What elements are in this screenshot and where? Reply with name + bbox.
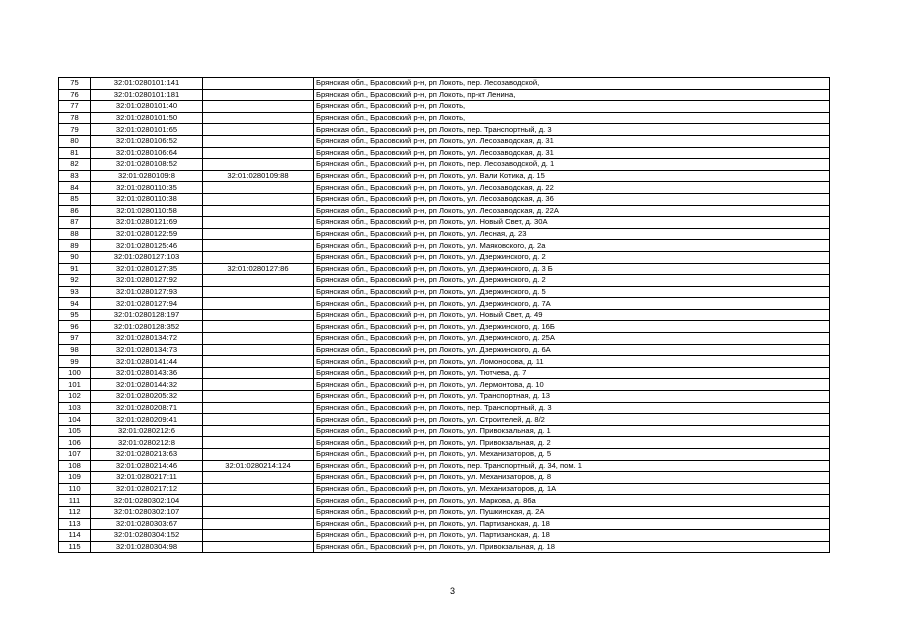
- related-cadastral-number-cell: [203, 530, 314, 542]
- row-number-cell: 106: [59, 437, 91, 449]
- row-number-cell: 115: [59, 541, 91, 553]
- cadastral-number-cell: 32:01:0280121:69: [91, 217, 203, 229]
- table-row: [59, 402, 830, 414]
- cadastral-number-cell: 32:01:0280302:107: [91, 506, 203, 518]
- row-number-cell: 105: [59, 425, 91, 437]
- related-cadastral-number-cell: [203, 251, 314, 263]
- table-row: [59, 112, 830, 124]
- cadastral-number-cell: 32:01:0280101:50: [91, 112, 203, 124]
- cadastral-number-cell: 32:01:0280110:35: [91, 182, 203, 194]
- address-cell: Брянская обл., Брасовский р-н, рп Локоть,: [314, 112, 830, 124]
- table-row: [59, 379, 830, 391]
- address-cell: Брянская обл., Брасовский р-н, рп Локоть, ул. Дзержинского, д. 2: [314, 251, 830, 263]
- cadastral-number-cell: 32:01:0280134:73: [91, 344, 203, 356]
- address-cell: Брянская обл., Брасовский р-н, рп Локоть, ул. Дзержинского, д. 16Б: [314, 321, 830, 333]
- address-cell: Брянская обл., Брасовский р-н, рп Локоть, ул. Дзержинского, д. 7А: [314, 298, 830, 310]
- row-number-cell: 109: [59, 472, 91, 484]
- table-row: [59, 309, 830, 321]
- row-number-cell: 110: [59, 483, 91, 495]
- table-row: [59, 541, 830, 553]
- row-number-cell: 83: [59, 170, 91, 182]
- table-row: [59, 367, 830, 379]
- row-number-cell: 89: [59, 240, 91, 252]
- related-cadastral-number-cell: [203, 333, 314, 345]
- cadastral-number-cell: 32:01:0280127:103: [91, 251, 203, 263]
- row-number-cell: 78: [59, 112, 91, 124]
- row-number-cell: 92: [59, 275, 91, 287]
- row-number-cell: 75: [59, 78, 91, 90]
- cadastral-number-cell: 32:01:0280110:58: [91, 205, 203, 217]
- address-cell: Брянская обл., Брасовский р-н, рп Локоть, ул. Дзержинского, д. 3 Б: [314, 263, 830, 275]
- row-number-cell: 84: [59, 182, 91, 194]
- table-row: [59, 240, 830, 252]
- row-number-cell: 80: [59, 135, 91, 147]
- cadastral-number-cell: 32:01:0280128:197: [91, 309, 203, 321]
- page-number: 3: [449, 586, 455, 596]
- cadastral-number-cell: 32:01:0280217:11: [91, 472, 203, 484]
- table-row: [59, 414, 830, 426]
- row-number-cell: 87: [59, 217, 91, 229]
- related-cadastral-number-cell: [203, 193, 314, 205]
- related-cadastral-number-cell: [203, 147, 314, 159]
- address-cell: Брянская обл., Брасовский р-н, рп Локоть, ул. Маяковского, д. 2а: [314, 240, 830, 252]
- table-row: [59, 275, 830, 287]
- table-row: [59, 251, 830, 263]
- related-cadastral-number-cell: [203, 275, 314, 287]
- related-cadastral-number-cell: [203, 228, 314, 240]
- row-number-cell: 111: [59, 495, 91, 507]
- table-row: [59, 135, 830, 147]
- table-row: [59, 182, 830, 194]
- related-cadastral-number-cell: [203, 89, 314, 101]
- related-cadastral-number-cell: 32:01:0280214:124: [203, 460, 314, 472]
- table-row: [59, 506, 830, 518]
- table-row: [59, 530, 830, 542]
- row-number-cell: 86: [59, 205, 91, 217]
- cadastral-number-cell: 32:01:0280127:94: [91, 298, 203, 310]
- cadastral-number-cell: 32:01:0280208:71: [91, 402, 203, 414]
- related-cadastral-number-cell: [203, 344, 314, 356]
- table-row: [59, 170, 830, 182]
- related-cadastral-number-cell: 32:01:0280127:86: [203, 263, 314, 275]
- address-cell: Брянская обл., Брасовский р-н, рп Локоть, пер. Транспортный, д. 34, пом. 1: [314, 460, 830, 472]
- row-number-cell: 108: [59, 460, 91, 472]
- address-cell: Брянская обл., Брасовский р-н, рп Локоть, ул. Лесозаводская, д. 22А: [314, 205, 830, 217]
- cadastral-number-cell: 32:01:0280212:6: [91, 425, 203, 437]
- address-cell: Брянская обл., Брасовский р-н, рп Локоть, ул. Маркова, д. 86а: [314, 495, 830, 507]
- table-row: [59, 205, 830, 217]
- related-cadastral-number-cell: [203, 391, 314, 403]
- related-cadastral-number-cell: [203, 483, 314, 495]
- cadastral-number-cell: 32:01:0280101:141: [91, 78, 203, 90]
- table-row: [59, 460, 830, 472]
- row-number-cell: 90: [59, 251, 91, 263]
- related-cadastral-number-cell: [203, 124, 314, 136]
- table-row: [59, 449, 830, 461]
- table-row: [59, 124, 830, 136]
- row-number-cell: 79: [59, 124, 91, 136]
- related-cadastral-number-cell: [203, 437, 314, 449]
- address-cell: Брянская обл., Брасовский р-н, рп Локоть, ул. Дзержинского, д. 5: [314, 286, 830, 298]
- row-number-cell: 95: [59, 309, 91, 321]
- address-cell: Брянская обл., Брасовский р-н, рп Локоть, пер. Транспортный, д. 3: [314, 402, 830, 414]
- address-cell: Брянская обл., Брасовский р-н, рп Локоть, ул. Тютчева, д. 7: [314, 367, 830, 379]
- address-cell: Брянская обл., Брасовский р-н, рп Локоть, пер. Лесозаводской,: [314, 78, 830, 90]
- cadastral-number-cell: 32:01:0280209:41: [91, 414, 203, 426]
- table-row: [59, 101, 830, 113]
- related-cadastral-number-cell: [203, 449, 314, 461]
- cadastral-number-cell: 32:01:0280127:92: [91, 275, 203, 287]
- related-cadastral-number-cell: [203, 402, 314, 414]
- address-cell: Брянская обл., Брасовский р-н, рп Локоть, ул. Лесозаводская, д. 31: [314, 135, 830, 147]
- cadastral-number-cell: 32:01:0280101:181: [91, 89, 203, 101]
- address-cell: Брянская обл., Брасовский р-н, рп Локоть, ул. Новый Свет, д. 49: [314, 309, 830, 321]
- row-number-cell: 97: [59, 333, 91, 345]
- table-row: [59, 193, 830, 205]
- table-row: [59, 483, 830, 495]
- row-number-cell: 85: [59, 193, 91, 205]
- cadastral-number-cell: 32:01:0280127:93: [91, 286, 203, 298]
- cadastral-number-cell: 32:01:0280122:59: [91, 228, 203, 240]
- row-number-cell: 101: [59, 379, 91, 391]
- related-cadastral-number-cell: [203, 78, 314, 90]
- address-cell: Брянская обл., Брасовский р-н, рп Локоть, ул. Ломоносова, д. 11: [314, 356, 830, 368]
- related-cadastral-number-cell: [203, 309, 314, 321]
- table-row: [59, 333, 830, 345]
- row-number-cell: 103: [59, 402, 91, 414]
- cadastral-number-cell: 32:01:0280217:12: [91, 483, 203, 495]
- related-cadastral-number-cell: [203, 298, 314, 310]
- row-number-cell: 88: [59, 228, 91, 240]
- related-cadastral-number-cell: [203, 379, 314, 391]
- cadastral-number-cell: 32:01:0280141:44: [91, 356, 203, 368]
- related-cadastral-number-cell: [203, 135, 314, 147]
- table-row: [59, 159, 830, 171]
- related-cadastral-number-cell: [203, 506, 314, 518]
- related-cadastral-number-cell: [203, 286, 314, 298]
- row-number-cell: 112: [59, 506, 91, 518]
- related-cadastral-number-cell: [203, 541, 314, 553]
- address-cell: Брянская обл., Брасовский р-н, рп Локоть, ул. Вали Котика, д. 15: [314, 170, 830, 182]
- row-number-cell: 104: [59, 414, 91, 426]
- address-cell: Брянская обл., Брасовский р-н, рп Локоть, ул. Лесная, д. 23: [314, 228, 830, 240]
- address-cell: Брянская обл., Брасовский р-н, рп Локоть, ул. Лесозаводская, д. 36: [314, 193, 830, 205]
- cadastral-number-cell: 32:01:0280302:104: [91, 495, 203, 507]
- row-number-cell: 114: [59, 530, 91, 542]
- table-row: [59, 89, 830, 101]
- table-row: [59, 217, 830, 229]
- cadastral-number-cell: 32:01:0280128:352: [91, 321, 203, 333]
- row-number-cell: 99: [59, 356, 91, 368]
- table-row: [59, 518, 830, 530]
- table-row: [59, 391, 830, 403]
- cadastral-number-cell: 32:01:0280101:40: [91, 101, 203, 113]
- address-cell: Брянская обл., Брасовский р-н, рп Локоть, ул. Пушкинская, д. 2А: [314, 506, 830, 518]
- related-cadastral-number-cell: [203, 217, 314, 229]
- table-row: [59, 286, 830, 298]
- table-row: [59, 495, 830, 507]
- row-number-cell: 94: [59, 298, 91, 310]
- row-number-cell: 98: [59, 344, 91, 356]
- address-cell: Брянская обл., Брасовский р-н, рп Локоть, пр-кт Ленина,: [314, 89, 830, 101]
- table-row: [59, 321, 830, 333]
- table-row: [59, 147, 830, 159]
- cadastral-number-cell: 32:01:0280304:152: [91, 530, 203, 542]
- cadastral-number-cell: 32:01:0280304:98: [91, 541, 203, 553]
- related-cadastral-number-cell: [203, 112, 314, 124]
- related-cadastral-number-cell: [203, 367, 314, 379]
- address-cell: Брянская обл., Брасовский р-н, рп Локоть, ул. Механизаторов, д. 5: [314, 449, 830, 461]
- row-number-cell: 77: [59, 101, 91, 113]
- address-cell: Брянская обл., Брасовский р-н, рп Локоть, ул. Строителей, д. 8/2: [314, 414, 830, 426]
- property-table-body: [59, 78, 830, 553]
- address-cell: Брянская обл., Брасовский р-н, рп Локоть, ул. Партизанская, д. 18: [314, 530, 830, 542]
- row-number-cell: 107: [59, 449, 91, 461]
- related-cadastral-number-cell: [203, 182, 314, 194]
- related-cadastral-number-cell: [203, 356, 314, 368]
- table-row: [59, 356, 830, 368]
- table-row: [59, 472, 830, 484]
- table-row: [59, 78, 830, 90]
- related-cadastral-number-cell: [203, 159, 314, 171]
- address-cell: Брянская обл., Брасовский р-н, рп Локоть, ул. Дзержинского, д. 25А: [314, 333, 830, 345]
- address-cell: Брянская обл., Брасовский р-н, рп Локоть, ул. Привокзальная, д. 1: [314, 425, 830, 437]
- address-cell: Брянская обл., Брасовский р-н, рп Локоть, ул. Дзержинского, д. 2: [314, 275, 830, 287]
- cadastral-number-cell: 32:01:0280213:63: [91, 449, 203, 461]
- address-cell: Брянская обл., Брасовский р-н, рп Локоть, пер. Лесозаводской, д. 1: [314, 159, 830, 171]
- address-cell: Брянская обл., Брасовский р-н, рп Локоть, ул. Транспортная, д. 13: [314, 391, 830, 403]
- row-number-cell: 93: [59, 286, 91, 298]
- address-cell: Брянская обл., Брасовский р-н, рп Локоть, ул. Привокзальная, д. 18: [314, 541, 830, 553]
- address-cell: Брянская обл., Брасовский р-н, рп Локоть, ул. Механизаторов, д. 1А: [314, 483, 830, 495]
- cadastral-number-cell: 32:01:0280125:46: [91, 240, 203, 252]
- cadastral-number-cell: 32:01:0280205:32: [91, 391, 203, 403]
- table-row: [59, 298, 830, 310]
- related-cadastral-number-cell: [203, 414, 314, 426]
- cadastral-number-cell: 32:01:0280144:32: [91, 379, 203, 391]
- row-number-cell: 91: [59, 263, 91, 275]
- address-cell: Брянская обл., Брасовский р-н, рп Локоть, ул. Новый Свет, д. 30А: [314, 217, 830, 229]
- row-number-cell: 113: [59, 518, 91, 530]
- cadastral-number-cell: 32:01:0280303:67: [91, 518, 203, 530]
- address-cell: Брянская обл., Брасовский р-н, рп Локоть, ул. Лесозаводская, д. 22: [314, 182, 830, 194]
- related-cadastral-number-cell: [203, 205, 314, 217]
- address-cell: Брянская обл., Брасовский р-н, рп Локоть, пер. Транспортный, д. 3: [314, 124, 830, 136]
- address-cell: Брянская обл., Брасовский р-н, рп Локоть,: [314, 101, 830, 113]
- table-row: [59, 344, 830, 356]
- row-number-cell: 100: [59, 367, 91, 379]
- table-row: [59, 263, 830, 275]
- cadastral-number-cell: 32:01:0280110:38: [91, 193, 203, 205]
- address-cell: Брянская обл., Брасовский р-н, рп Локоть, ул. Привокзальная, д. 2: [314, 437, 830, 449]
- table-row: [59, 425, 830, 437]
- related-cadastral-number-cell: [203, 518, 314, 530]
- cadastral-number-cell: 32:01:0280101:65: [91, 124, 203, 136]
- related-cadastral-number-cell: [203, 425, 314, 437]
- row-number-cell: 82: [59, 159, 91, 171]
- address-cell: Брянская обл., Брасовский р-н, рп Локоть, ул. Партизанская, д. 18: [314, 518, 830, 530]
- address-cell: Брянская обл., Брасовский р-н, рп Локоть, ул. Лесозаводская, д. 31: [314, 147, 830, 159]
- cadastral-number-cell: 32:01:0280108:52: [91, 159, 203, 171]
- cadastral-number-cell: 32:01:0280127:35: [91, 263, 203, 275]
- address-cell: Брянская обл., Брасовский р-н, рп Локоть, ул. Дзержинского, д. 6А: [314, 344, 830, 356]
- cadastral-number-cell: 32:01:0280143:36: [91, 367, 203, 379]
- cadastral-number-cell: 32:01:0280106:64: [91, 147, 203, 159]
- cadastral-number-cell: 32:01:0280106:52: [91, 135, 203, 147]
- related-cadastral-number-cell: 32:01:0280109:88: [203, 170, 314, 182]
- table-row: [59, 228, 830, 240]
- property-table: [58, 77, 830, 553]
- cadastral-number-cell: 32:01:0280134:72: [91, 333, 203, 345]
- related-cadastral-number-cell: [203, 495, 314, 507]
- related-cadastral-number-cell: [203, 472, 314, 484]
- address-cell: Брянская обл., Брасовский р-н, рп Локоть, ул. Лермонтова, д. 10: [314, 379, 830, 391]
- row-number-cell: 102: [59, 391, 91, 403]
- address-cell: Брянская обл., Брасовский р-н, рп Локоть, ул. Механизаторов, д. 8: [314, 472, 830, 484]
- row-number-cell: 76: [59, 89, 91, 101]
- cadastral-number-cell: 32:01:0280109:8: [91, 170, 203, 182]
- row-number-cell: 96: [59, 321, 91, 333]
- related-cadastral-number-cell: [203, 240, 314, 252]
- row-number-cell: 81: [59, 147, 91, 159]
- cadastral-number-cell: 32:01:0280214:46: [91, 460, 203, 472]
- related-cadastral-number-cell: [203, 321, 314, 333]
- table-row: [59, 437, 830, 449]
- cadastral-number-cell: 32:01:0280212:8: [91, 437, 203, 449]
- related-cadastral-number-cell: [203, 101, 314, 113]
